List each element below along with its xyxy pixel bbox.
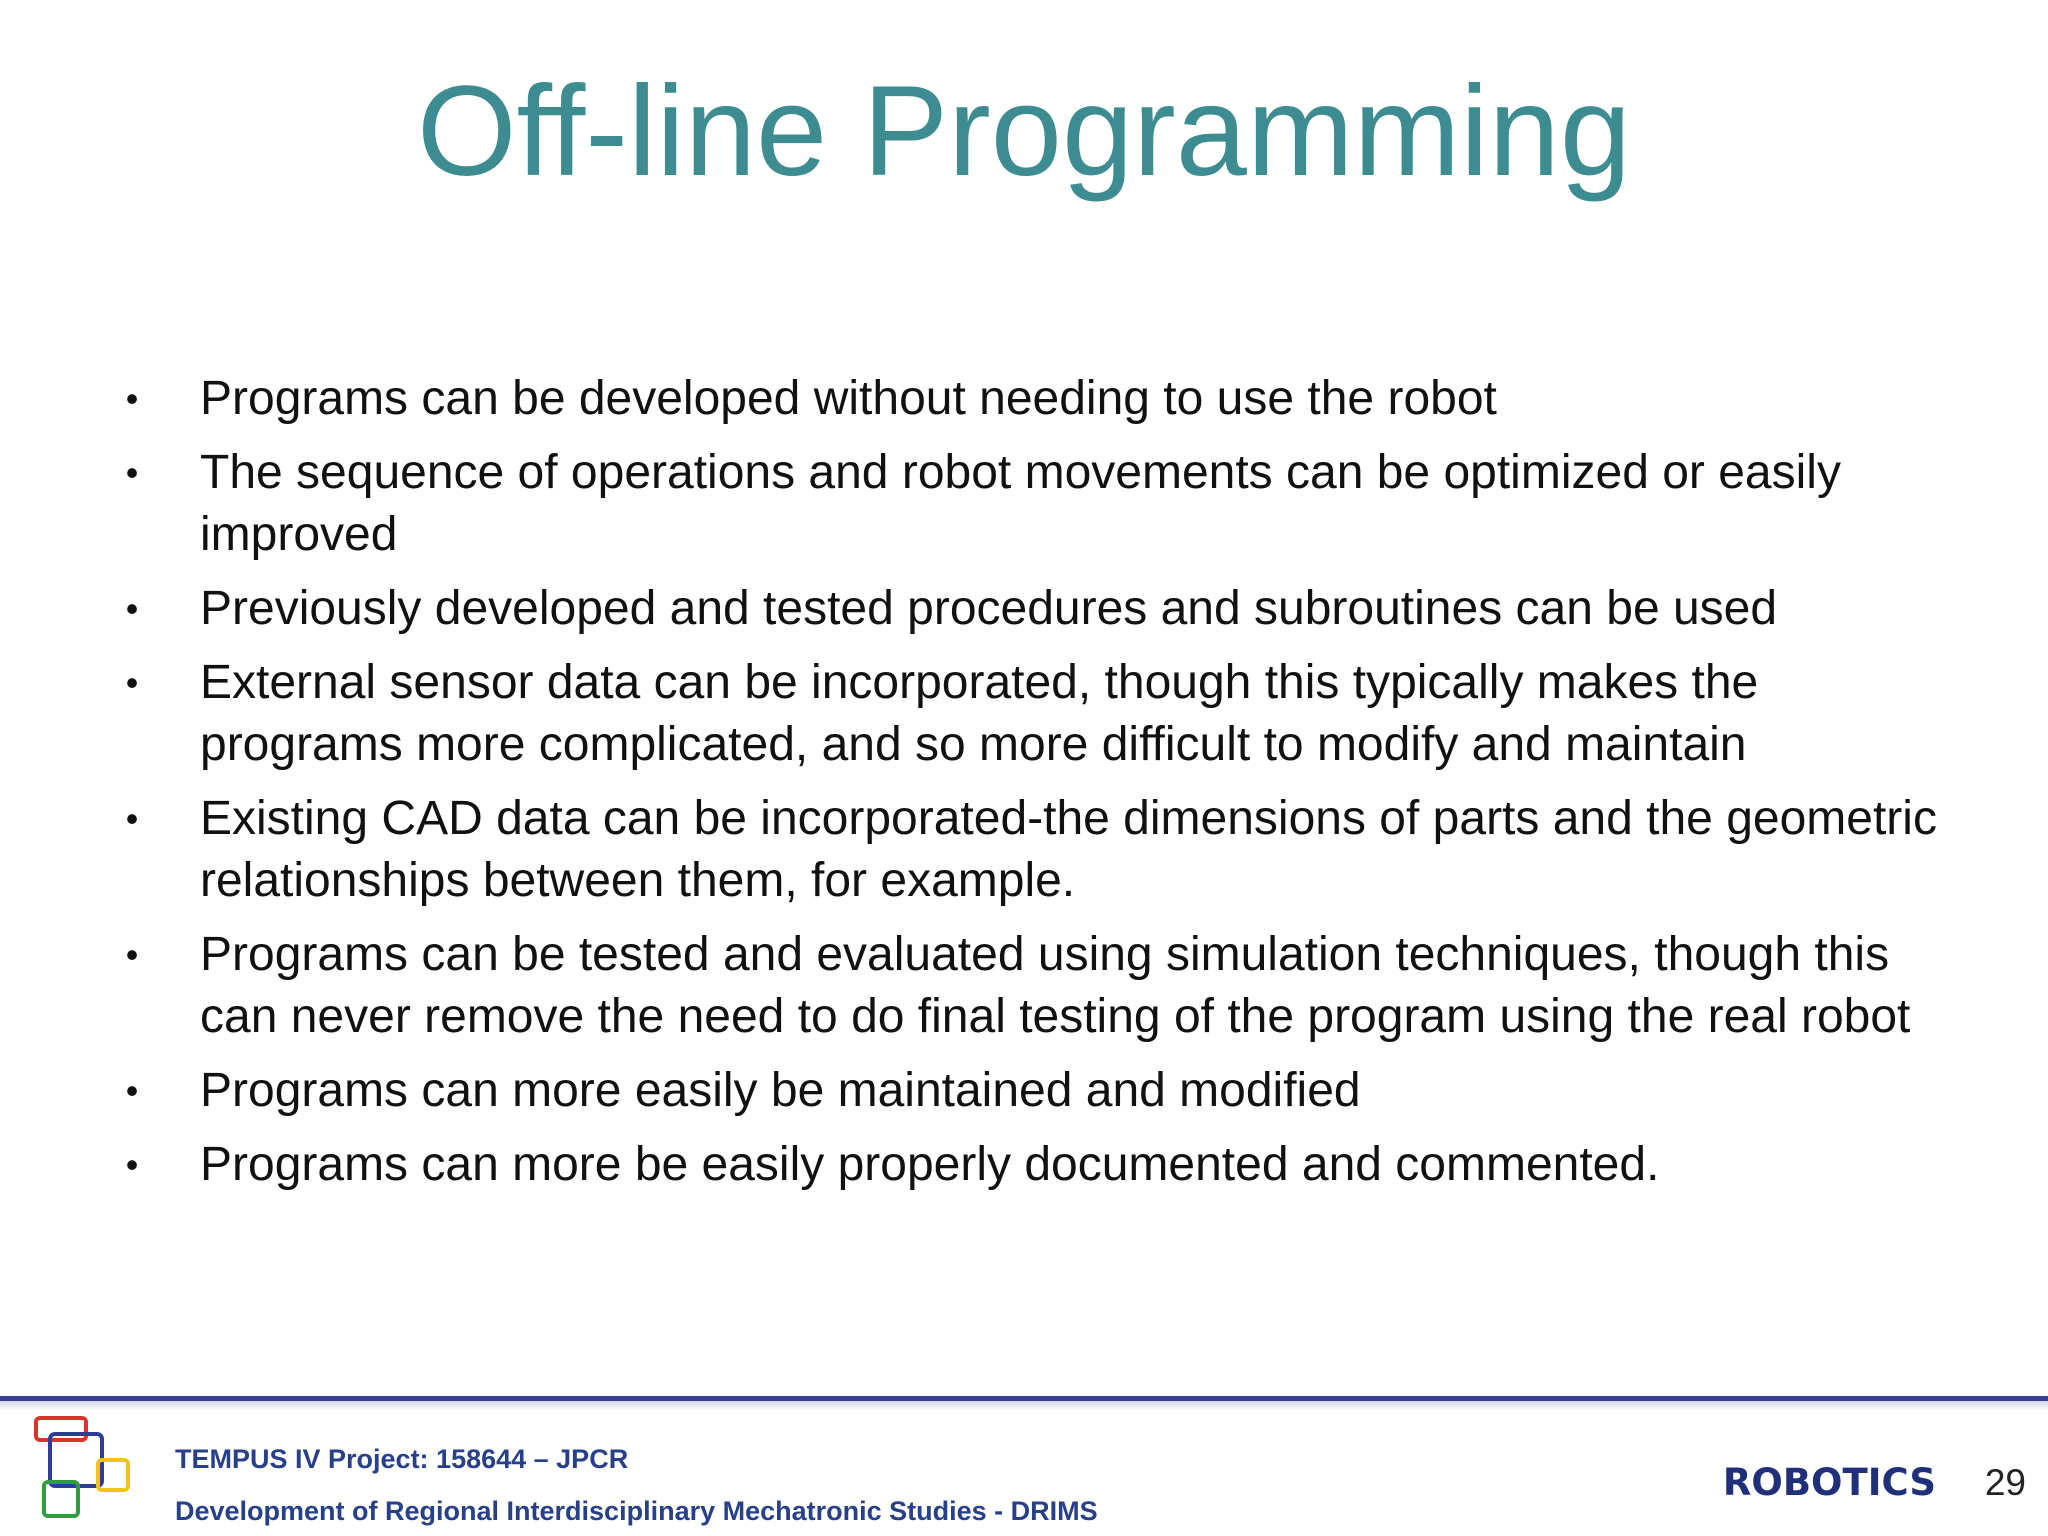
- bullet-item: [120, 924, 1940, 1048]
- footer-project-line: TEMPUS IV Project: 158644 – JPCR: [175, 1444, 629, 1474]
- bullet-text: External sensor data can be incorporated, though this typically makes the programs more complicated, and so more difficult to modify and maintain: [200, 656, 1759, 771]
- bullet-marker: •: [125, 662, 139, 703]
- slide-title: Off-line Programming: [416, 60, 1632, 203]
- bullet-item: [120, 788, 1940, 912]
- bullet-text: Previously developed and tested procedures and subroutines can be used: [200, 582, 1778, 635]
- bullet-item: [120, 652, 1940, 776]
- bullet-marker: •: [125, 588, 139, 629]
- footer-program-line: Development of Regional Interdisciplinary Mechatronic Studies - DRIMS: [175, 1496, 1098, 1526]
- bullet-marker: •: [125, 1144, 139, 1185]
- bullet-item: [120, 1060, 1940, 1122]
- bullet-text: Programs can be developed without needing to use the robot: [200, 372, 1497, 425]
- bullet-marker: •: [125, 798, 139, 839]
- bullet-marker: •: [125, 1070, 139, 1111]
- bullet-item: [120, 1134, 1940, 1196]
- bullet-list: [120, 368, 1940, 1208]
- bullet-text: Programs can be tested and evaluated using simulation techniques, though this can never remove the need to do final testing of the program using the real robot: [200, 928, 1911, 1043]
- bullet-item: [120, 442, 1940, 566]
- page-number: 29: [1984, 1462, 2026, 1503]
- bullet-text: The sequence of operations and robot movements can be optimized or easily improved: [200, 446, 1841, 561]
- bullet-text: Programs can more easily be maintained and modified: [200, 1064, 1361, 1117]
- bullet-marker: •: [125, 378, 139, 419]
- footer-divider-shadow: [0, 1401, 2048, 1411]
- bullet-marker: •: [125, 934, 139, 975]
- bullet-text: Existing CAD data can be incorporated-the dimensions of parts and the geometric relationships between them, for example.: [200, 792, 1937, 907]
- drims-logo-icon: [30, 1414, 140, 1524]
- footer-section-label: ROBOTICS: [1722, 1461, 1936, 1504]
- bullet-marker: •: [125, 452, 139, 493]
- bullet-item: [120, 578, 1940, 640]
- bullet-text: Programs can more be easily properly documented and commented.: [200, 1138, 1660, 1191]
- bullet-item: [120, 368, 1940, 430]
